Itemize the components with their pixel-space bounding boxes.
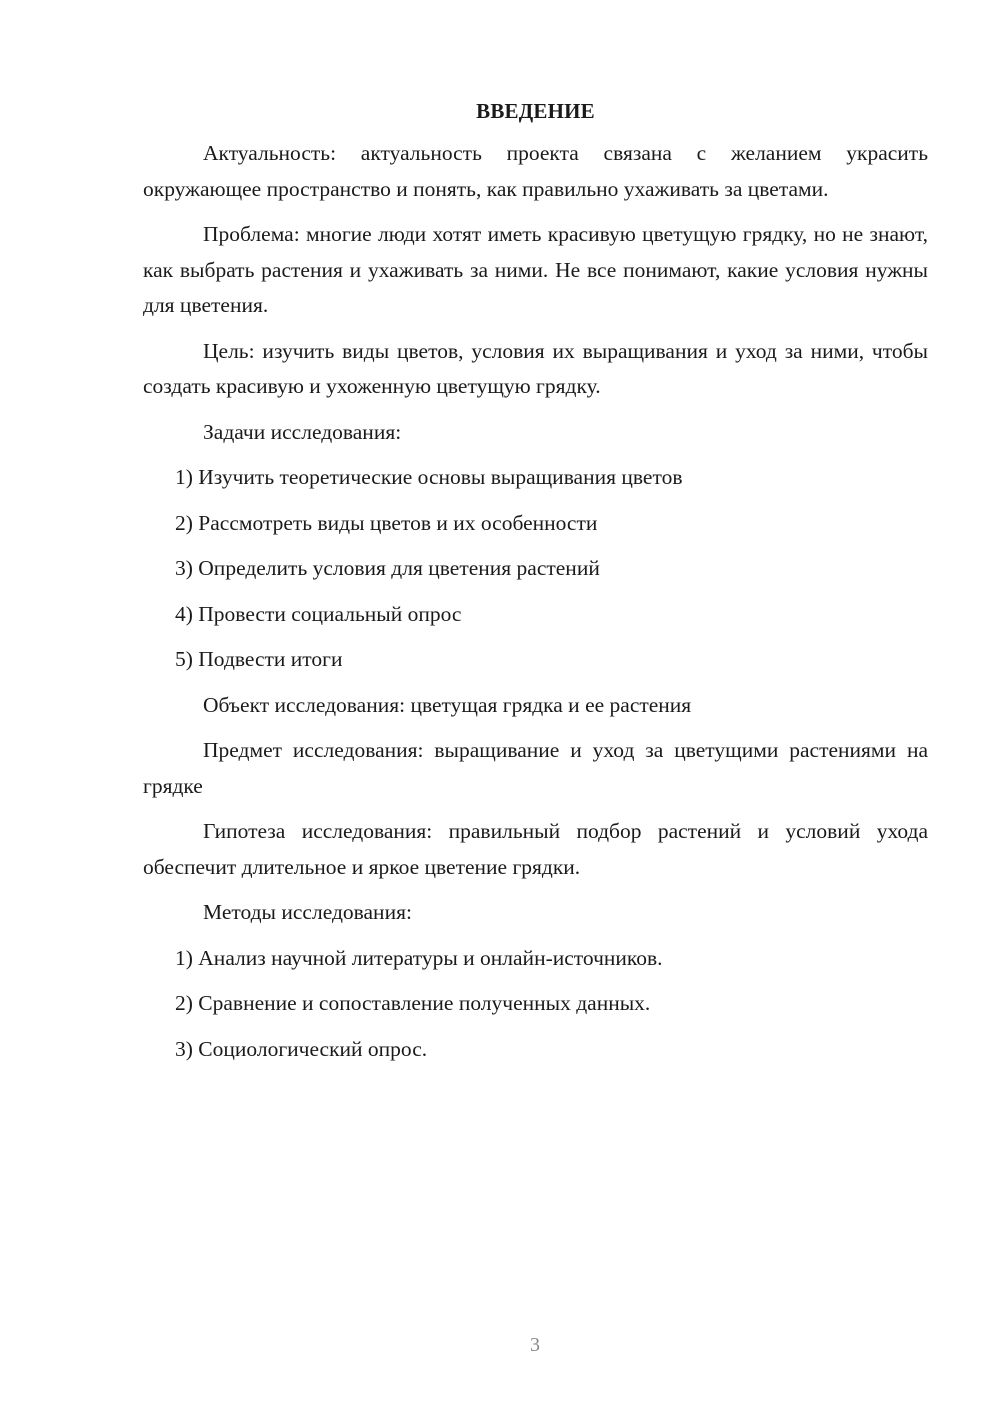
list-item: 5) Подвести итоги [175, 647, 343, 671]
list-item: 4) Провести социальный опрос [175, 601, 462, 626]
subject-paragraph: Предмет исследования: выращивание и уход за цветущими растениями на грядке [143, 738, 928, 798]
list-item: 2) Сравнение и сопоставление полученных данных. [175, 991, 651, 1015]
page-title: ВВЕДЕНИЕ [476, 99, 595, 123]
list-item: 3) Определить условия для цветения растений [175, 556, 600, 580]
list-item: 1) Анализ научной литературы и онлайн-источников. [175, 945, 663, 970]
methods-list [143, 941, 928, 1068]
object-paragraph: Объект исследования: цветущая грядка и ее растения [203, 692, 692, 717]
hypothesis-paragraph: Гипотеза исследования: правильный подбор растений и условий ухода обеспечит длительное и яркое цветение грядки. [143, 819, 928, 879]
list-item: 2) Рассмотреть виды цветов и их особенности [175, 510, 598, 535]
problem-paragraph: Проблема: многие люди хотят иметь красивую цветущую грядку, но не знают, как выбрать растения и ухаживать за ними. Не все понимают, какие условия нужны для цветения. [143, 222, 928, 317]
document-page [143, 96, 928, 1077]
page-number: 3 [530, 1334, 540, 1356]
list-item: 3) Социологический опрос. [175, 1036, 428, 1061]
goal-paragraph: Цель: изучить виды цветов, условия их выращивания и уход за ними, чтобы создать красивую и ухоженную цветущую грядку. [143, 338, 928, 398]
tasks-list [143, 460, 928, 678]
relevance-paragraph: Актуальность: актуальность проекта связана с желанием украсить окружающее пространство и понять, как правильно ухаживать за цветами. [143, 141, 928, 201]
methods-heading: Методы исследования: [203, 900, 412, 924]
list-item: 1) Изучить теоретические основы выращивания цветов [175, 465, 683, 489]
tasks-heading: Задачи исследования: [203, 419, 402, 444]
